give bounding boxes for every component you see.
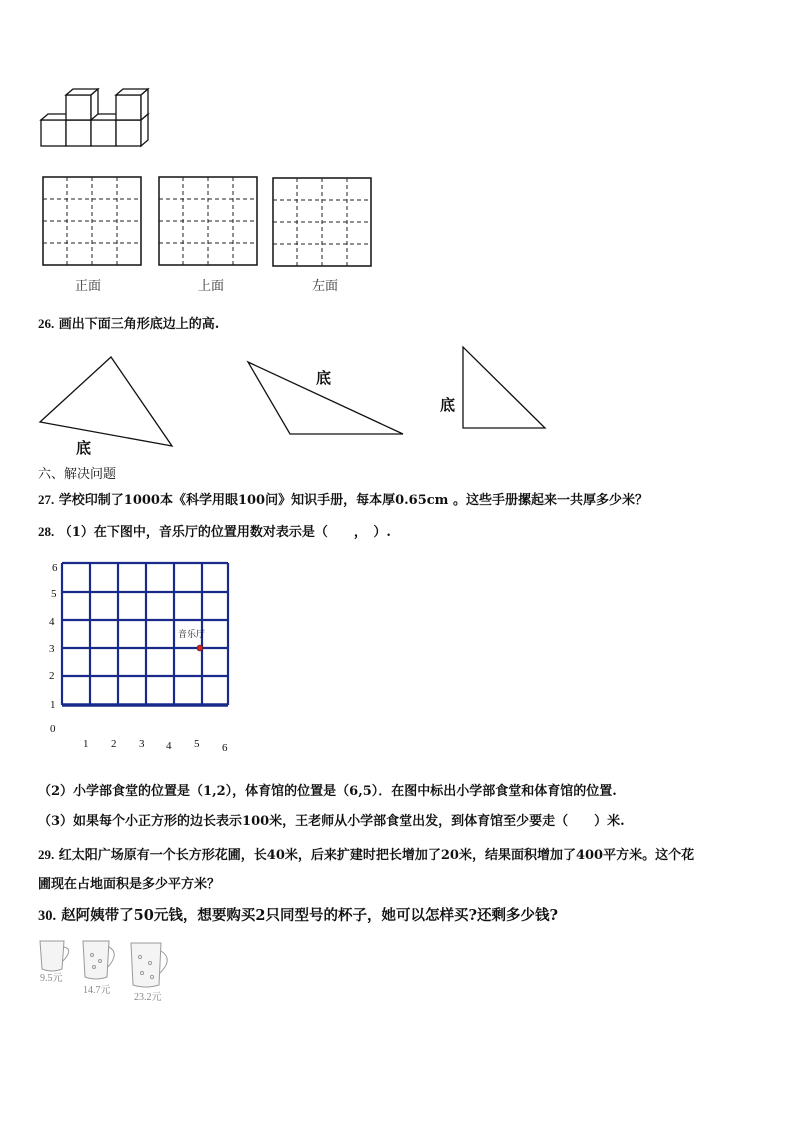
section-title: 六、解决问题: [38, 467, 117, 482]
q29-line1: [38, 844, 694, 863]
triangle-3-base-label: 底: [440, 396, 456, 414]
q28-part1-text: （1）在下图中，音乐厅的位置用数对表示是（ ， ）.: [58, 525, 391, 540]
x-tick-2: 2: [111, 738, 117, 750]
q30-text: 赵阿姨带了50元钱，想要购买2只同型号的杯子，她可以怎样买?还剩多少钱?: [61, 907, 558, 924]
left-view-grid[interactable]: [272, 177, 372, 267]
top-view-label: 上面: [198, 279, 225, 294]
concert-hall-label: 音乐厅: [178, 630, 206, 640]
q30-number: 30.: [38, 908, 57, 924]
q27-number: 27.: [38, 492, 55, 507]
concert-hall-point[interactable]: [197, 645, 203, 651]
triangle-1[interactable]: [38, 355, 178, 450]
q26-heading: [38, 313, 219, 332]
front-view-grid[interactable]: [42, 176, 142, 266]
cup-1-price: 9.5元: [40, 973, 63, 984]
y-tick-1: 1: [50, 699, 56, 711]
q29-line2: 圃现在占地面积是多少平方米？: [38, 877, 221, 892]
q30-heading: [38, 904, 558, 925]
y-tick-2: 2: [49, 670, 55, 682]
x-tick-1: 1: [83, 738, 89, 750]
cup-3-price: 23.2元: [134, 992, 162, 1003]
left-view-label: 左面: [312, 279, 339, 294]
q28-part2: （2）小学部食堂的位置是（1,2），体育馆的位置是（6,5）．在图中标出小学部食堂和体育馆的位置.: [38, 784, 617, 799]
cube-figure: [38, 86, 153, 151]
q26-number: 26.: [38, 316, 55, 331]
q28-number: 28.: [38, 524, 55, 539]
x-tick-6: 6: [222, 742, 228, 754]
q29-number: 29.: [38, 847, 55, 862]
cup-2-price: 14.7元: [83, 985, 111, 996]
triangle-2-base-label: 底: [316, 369, 332, 387]
cup-icon[interactable]: [83, 941, 114, 979]
q28-part1: [38, 521, 391, 540]
x-tick-4: 4: [166, 740, 172, 752]
x-tick-3: 3: [139, 738, 145, 750]
y-tick-4: 4: [49, 616, 55, 628]
top-view-grid[interactable]: [158, 176, 258, 266]
triangle-3[interactable]: [461, 345, 549, 431]
y-tick-6: 6: [52, 562, 58, 574]
y-tick-5: 5: [51, 588, 57, 600]
q27-heading: [38, 489, 648, 508]
cup-icon[interactable]: [131, 943, 167, 987]
y-tick-0: 0: [50, 723, 56, 735]
x-tick-5: 5: [194, 738, 200, 750]
q29-line1-text: 红太阳广场原有一个长方形花圃，长40米，后来扩建时把长增加了20米，结果面积增加了400平方米。这个花: [58, 848, 695, 863]
coordinate-grid[interactable]: [40, 555, 240, 755]
front-view-label: 正面: [75, 279, 102, 294]
y-tick-3: 3: [49, 643, 55, 655]
cup-icon[interactable]: [40, 941, 69, 971]
q28-part3: （3）如果每个小正方形的边长表示100米，王老师从小学部食堂出发，到体育馆至少要走（ ）米.: [38, 814, 625, 829]
q27-text: 学校印制了1000本《科学用眼100问》知识手册，每本厚0.65cm 。这些手册摞起来一共厚多少米？: [58, 493, 648, 508]
triangle-1-base-label: 底: [76, 439, 92, 457]
q26-text: 画出下面三角形底边上的高.: [58, 317, 220, 332]
cups-illustration: [34, 933, 184, 1005]
